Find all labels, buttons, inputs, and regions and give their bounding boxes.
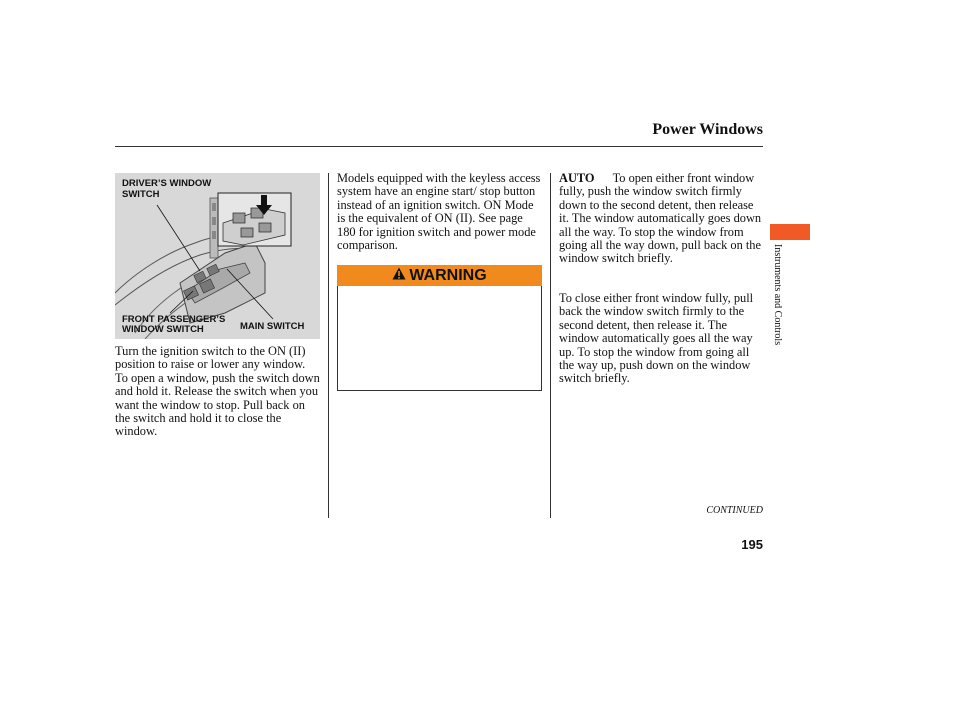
- auto-paragraph: To open either front window fully, push the window switch firmly down to the second detent, then release it. The window automatically goes down all the way. To stop the window from going all the way down, pull back on the window switch briefly.: [559, 171, 762, 266]
- title-rule: [115, 146, 763, 147]
- window-switch-figure: [115, 173, 320, 339]
- section-tab-label: Instruments and Controls: [772, 244, 783, 346]
- callout-front-passenger-1: FRONT PASSENGER’S: [122, 314, 226, 325]
- section-tab: [770, 224, 810, 240]
- warning-header: [337, 265, 542, 286]
- auto-section: [559, 172, 764, 266]
- callout-front-passenger-2: WINDOW SWITCH: [122, 324, 204, 335]
- column-divider-1: [328, 173, 329, 518]
- auto-heading: AUTO: [559, 171, 595, 185]
- close-paragraph: To close either front window fully, pull back the window switch firmly to the second detent, then release it. The window automatically goes all the way up. To stop the window from going all the way up, push down on the window switch briefly.: [559, 291, 754, 386]
- warning-triangle-icon: [392, 267, 406, 285]
- page-title: Power Windows: [652, 121, 763, 138]
- column-divider-2: [550, 173, 551, 518]
- callout-main-switch: MAIN SWITCH: [240, 321, 305, 332]
- column2-paragraph: Models equipped with the keyless access system have an engine start/ stop button instead of an ignition switch. ON Mode is the equivalent of ON (II). See page 180 for ignition switch and power mode comparison.: [337, 171, 541, 253]
- callout-driver-window-switch-2: SWITCH: [122, 189, 160, 200]
- callout-driver-window-switch-1: DRIVER’S WINDOW: [122, 178, 212, 189]
- column1-paragraph: Turn the ignition switch to the ON (II) position to raise or lower any window. To open a window, push the switch down and hold it. Release the switch when you want the window to stop. Pull back on the switch and hold it to close the window.: [115, 344, 320, 439]
- continued-label: CONTINUED: [706, 505, 763, 516]
- warning-label: WARNING: [409, 266, 487, 284]
- page-number: 195: [741, 537, 763, 552]
- warning-box: [337, 286, 542, 391]
